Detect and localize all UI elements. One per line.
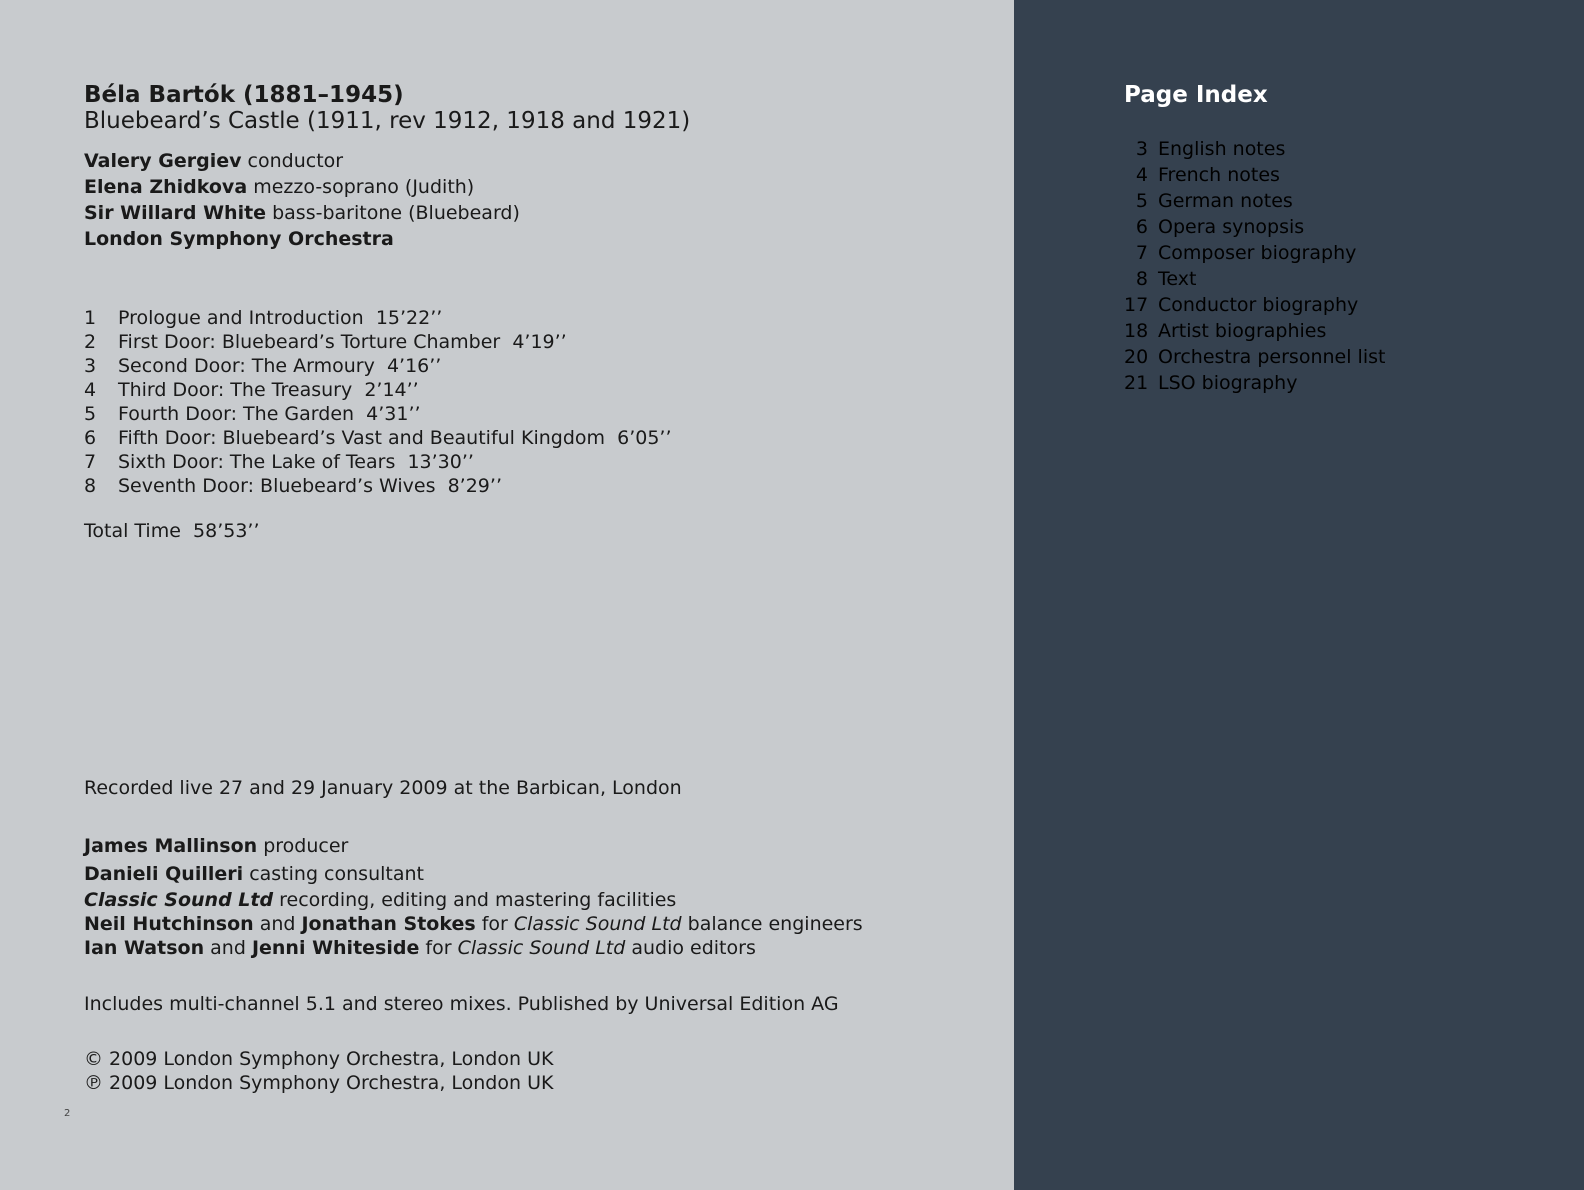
- index-label: LSO biography: [1158, 372, 1298, 394]
- editor-name: Jenni Whiteside: [251, 937, 420, 959]
- index-item[interactable]: [1124, 370, 1385, 396]
- page-index-title: Page Index: [1124, 82, 1268, 108]
- index-label: Opera synopsis: [1158, 216, 1305, 238]
- engineer-name: Jonathan Stokes: [301, 913, 476, 935]
- index-label: Conductor biography: [1158, 294, 1359, 316]
- total-time-value: 58’53’’: [193, 520, 260, 542]
- company-name: Classic Sound Ltd: [513, 913, 682, 935]
- work-title: Bluebeard’s Castle (1911, rev 1912, 1918 and 1921): [84, 108, 691, 134]
- track-row: [84, 402, 672, 426]
- track-time: 4’16’’: [386, 355, 442, 377]
- index-label: Composer biography: [1158, 242, 1357, 264]
- index-page-number: 3: [1135, 138, 1148, 160]
- track-number: 1: [84, 307, 97, 329]
- track-number: 7: [84, 451, 97, 473]
- index-page-number: 21: [1124, 372, 1149, 394]
- index-page-number: 20: [1124, 346, 1149, 368]
- track-row: [84, 306, 672, 330]
- track-title: Fifth Door: Bluebeard’s Vast and Beautiful Kingdom: [118, 427, 606, 449]
- performers-list: [84, 148, 520, 252]
- index-label: Text: [1158, 268, 1197, 290]
- track-number: 8: [84, 475, 97, 497]
- track-time: 6’05’’: [617, 427, 672, 449]
- track-title: Fourth Door: The Garden: [118, 403, 355, 425]
- recording-note: Recorded live 27 and 29 January 2009 at the Barbican, London: [84, 777, 682, 799]
- index-page-number: 4: [1135, 164, 1148, 186]
- index-label: German notes: [1158, 190, 1293, 212]
- casting-role: casting consultant: [243, 863, 424, 885]
- page-number: 2: [64, 1108, 71, 1119]
- index-page-number: 18: [1124, 320, 1149, 342]
- performer-line: [84, 174, 520, 200]
- performer-name: London Symphony Orchestra: [84, 228, 394, 250]
- index-item[interactable]: [1124, 292, 1385, 318]
- track-number: 4: [84, 379, 97, 401]
- track-number: 2: [84, 331, 97, 353]
- track-title: First Door: Bluebeard’s Torture Chamber: [118, 331, 501, 353]
- total-time: [84, 519, 260, 543]
- performer-role: bass-baritone (Bluebeard): [266, 202, 520, 224]
- index-page-number: 7: [1135, 242, 1148, 264]
- track-row: [84, 450, 672, 474]
- index-item[interactable]: [1124, 214, 1385, 240]
- performer-line: [84, 200, 520, 226]
- track-time: 8’29’’: [447, 475, 502, 497]
- production-credits: [84, 832, 863, 960]
- conjunction: and: [253, 913, 302, 935]
- editor-role: audio editors: [625, 937, 756, 959]
- track-row: [84, 378, 672, 402]
- editor-name: Ian Watson: [84, 937, 205, 959]
- index-item[interactable]: [1124, 136, 1385, 162]
- audio-editors-line: [84, 936, 863, 960]
- preposition: for: [419, 937, 458, 959]
- engineer-role: balance engineers: [681, 913, 863, 935]
- index-label: Artist biographies: [1158, 320, 1327, 342]
- track-number: 5: [84, 403, 97, 425]
- mixes-note: Includes multi-channel 5.1 and stereo mixes. Published by Universal Edition AG: [84, 993, 839, 1015]
- index-item[interactable]: [1124, 318, 1385, 344]
- index-page-number: 6: [1135, 216, 1148, 238]
- index-item[interactable]: [1124, 240, 1385, 266]
- producer-name: James Mallinson: [84, 835, 258, 857]
- track-time: 4’19’’: [512, 331, 567, 353]
- track-title: Second Door: The Armoury: [118, 355, 375, 377]
- track-title: Sixth Door: The Lake of Tears: [118, 451, 396, 473]
- total-time-label: Total Time: [84, 520, 181, 542]
- index-item[interactable]: [1124, 266, 1385, 292]
- track-time: 15’22’’: [375, 307, 443, 329]
- performer-name: Valery Gergiev: [84, 150, 242, 172]
- track-row: [84, 330, 672, 354]
- index-page-number: 8: [1135, 268, 1148, 290]
- performer-line: [84, 148, 520, 174]
- track-number: 3: [84, 355, 97, 377]
- performer-name: Elena Zhidkova: [84, 176, 248, 198]
- performer-role: conductor: [241, 150, 344, 172]
- index-item[interactable]: [1124, 162, 1385, 188]
- track-title: Third Door: The Treasury: [118, 379, 353, 401]
- facility-name: Classic Sound Ltd: [84, 889, 274, 911]
- performer-role: mezzo-soprano (Judith): [247, 176, 475, 198]
- casting-line: [84, 860, 863, 888]
- track-time: 4’31’’: [366, 403, 421, 425]
- index-label: English notes: [1158, 138, 1286, 160]
- track-row: [84, 474, 672, 498]
- track-number: 6: [84, 427, 97, 449]
- index-page-number: 5: [1135, 190, 1148, 212]
- performer-name: Sir Willard White: [84, 202, 267, 224]
- index-page-number: 17: [1124, 294, 1149, 316]
- index-item[interactable]: [1124, 188, 1385, 214]
- casting-name: Danieli Quilleri: [84, 863, 244, 885]
- conjunction: and: [204, 937, 252, 959]
- track-time: 2’14’’: [364, 379, 419, 401]
- page-index-list: [1124, 136, 1385, 396]
- balance-engineers-line: [84, 912, 863, 936]
- track-time: 13’30’’: [407, 451, 474, 473]
- phonogram-line: ℗ 2009 London Symphony Orchestra, London UK: [84, 1072, 554, 1094]
- index-item[interactable]: [1124, 344, 1385, 370]
- producer-role: producer: [257, 835, 349, 857]
- track-list: [84, 306, 672, 498]
- company-name: Classic Sound Ltd: [457, 937, 626, 959]
- performer-line: [84, 226, 520, 252]
- engineer-name: Neil Hutchinson: [84, 913, 254, 935]
- facility-role: recording, editing and mastering facilities: [273, 889, 677, 911]
- facility-line: [84, 888, 863, 912]
- index-label: French notes: [1158, 164, 1280, 186]
- preposition: for: [475, 913, 514, 935]
- track-row: [84, 354, 672, 378]
- track-title: Seventh Door: Bluebeard’s Wives: [118, 475, 436, 497]
- index-label: Orchestra personnel list: [1158, 346, 1386, 368]
- copyright-line: © 2009 London Symphony Orchestra, London UK: [84, 1048, 554, 1070]
- track-title: Prologue and Introduction: [118, 307, 364, 329]
- composer-heading: Béla Bartók (1881–1945): [84, 82, 404, 108]
- producer-line: [84, 832, 863, 860]
- track-row: [84, 426, 672, 450]
- copyright-block: [84, 1047, 553, 1095]
